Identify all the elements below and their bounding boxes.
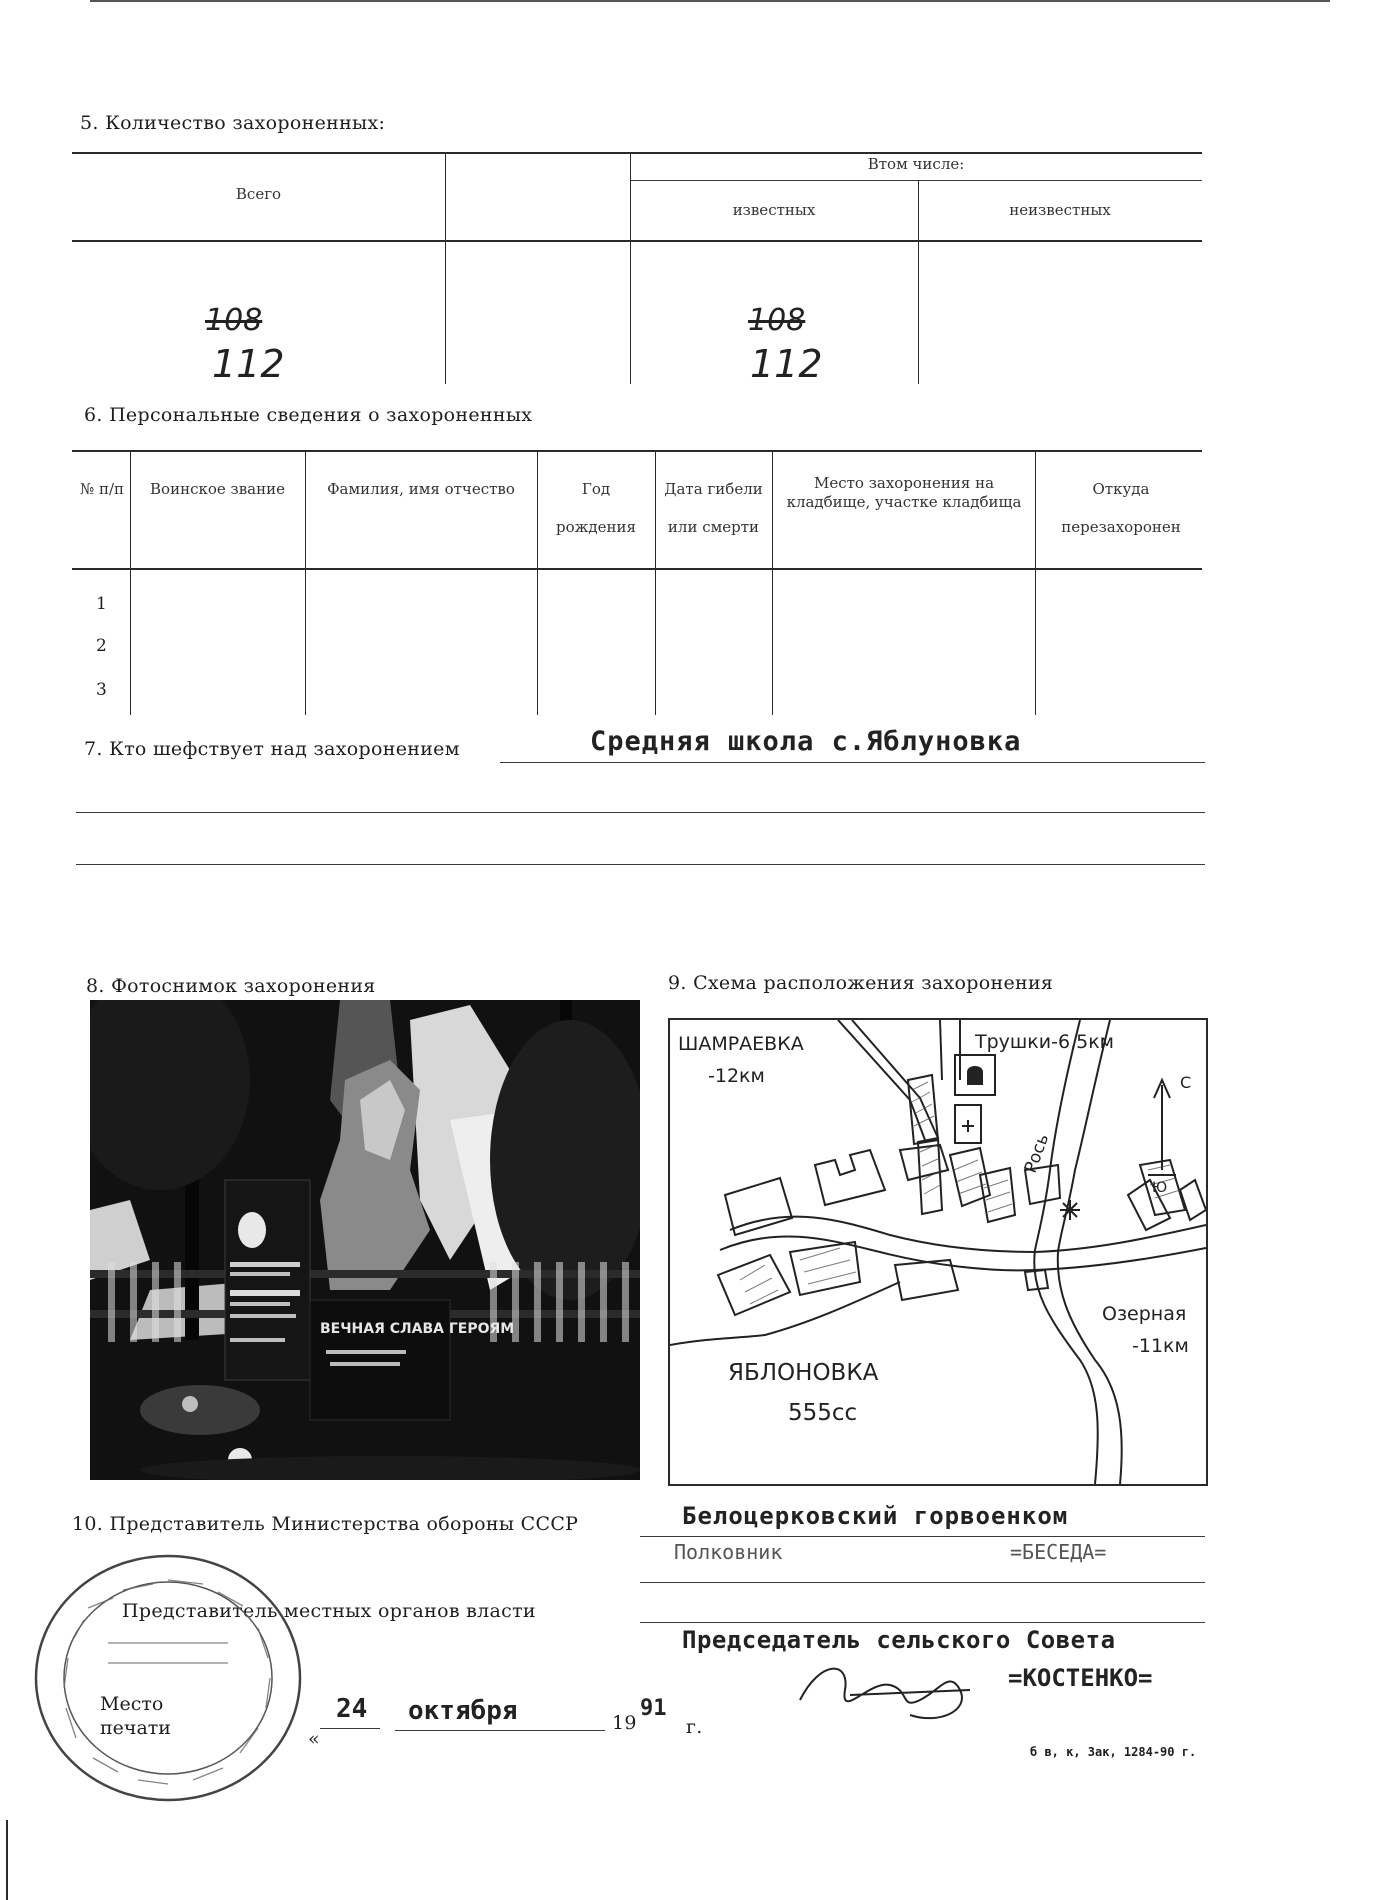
label-ozernaya: Озерная bbox=[1102, 1303, 1187, 1325]
blank-line-2 bbox=[76, 864, 1205, 865]
mod-officer-name: =БЕСЕДА= bbox=[1010, 1540, 1107, 1564]
header-reburied-from: Откуда перезахоронен bbox=[1061, 480, 1181, 536]
mod-line-1 bbox=[640, 1536, 1205, 1537]
plaque-inscription: ВЕЧНАЯ СЛАВА ГЕРОЯМ bbox=[320, 1321, 515, 1337]
local-position: Председатель сельского Совета bbox=[682, 1626, 1116, 1654]
scan-left-edge bbox=[6, 1820, 8, 1900]
table6-header-bottom bbox=[72, 568, 1202, 570]
row-number-2: 2 bbox=[96, 636, 107, 656]
signature bbox=[790, 1650, 1010, 1730]
date-day-line bbox=[320, 1728, 380, 1729]
label-ros-river: Рось bbox=[1020, 1131, 1054, 1176]
header-death-date: Дата гибели или смерти bbox=[664, 480, 763, 536]
label-trushki: Трушки-6,5км bbox=[975, 1031, 1115, 1053]
mod-line-2 bbox=[640, 1582, 1205, 1583]
including-header: Втом числе: bbox=[867, 155, 965, 173]
table6-vline-4 bbox=[655, 450, 656, 715]
local-authority-title: Представитель местных органов власти bbox=[122, 1600, 536, 1622]
table6-vline-5 bbox=[772, 450, 773, 715]
header-burial-place: Место захоронения на кладбище, участке кладбища bbox=[786, 474, 1022, 511]
header-number: № п/п bbox=[79, 480, 124, 498]
blank-line-1 bbox=[76, 812, 1205, 813]
date-year-prefix: 19 bbox=[612, 1712, 637, 1734]
section5-title: 5. Количество захороненных: bbox=[80, 112, 386, 134]
location-map-sketch bbox=[670, 1020, 1206, 1484]
date-quote-open: « bbox=[308, 1728, 320, 1750]
header-rank: Воинское звание bbox=[150, 480, 285, 498]
table5-vline-2 bbox=[630, 152, 631, 384]
label-ozernaya-distance: -11км bbox=[1132, 1335, 1189, 1357]
date-year-suffix: 91 bbox=[640, 1696, 667, 1721]
header-birth-year: Год рождения bbox=[555, 480, 636, 536]
section7-title: 7. Кто шефствует над захоронением bbox=[84, 738, 460, 760]
label-yablonovka: ЯБЛОНОВКА bbox=[728, 1360, 879, 1386]
date-month: октября bbox=[408, 1696, 518, 1726]
date-day: 24 bbox=[336, 1694, 368, 1724]
known-value: 112 bbox=[750, 342, 823, 386]
official-stamp bbox=[28, 1548, 308, 1808]
total-crossed-value: 108 bbox=[205, 303, 263, 338]
label-south: Ю bbox=[1152, 1180, 1168, 1196]
section6-title: 6. Персональные сведения о захороненных bbox=[84, 404, 533, 426]
unknown-header: неизвестных bbox=[1009, 201, 1111, 219]
mod-organization: Белоцерковский горвоенком bbox=[682, 1502, 1069, 1530]
mod-rank: Полковник bbox=[674, 1540, 783, 1564]
label-shamraevka-distance: -12км bbox=[708, 1065, 765, 1087]
table6-vline-3 bbox=[537, 450, 538, 715]
section8-title: 8. Фотоснимок захоронения bbox=[86, 975, 376, 997]
section10-title: 10. Представитель Министерства обороны СССР bbox=[72, 1513, 579, 1535]
label-north: С bbox=[1180, 1073, 1192, 1092]
label-shamraevka: ШАМРАЕВКА bbox=[678, 1033, 804, 1055]
date-year-unit: г. bbox=[686, 1716, 703, 1738]
stamp-place-label: Место печати bbox=[100, 1693, 171, 1739]
location-map bbox=[668, 1018, 1208, 1486]
burial-photo-image bbox=[90, 1000, 640, 1480]
known-header: известных bbox=[732, 201, 816, 219]
total-header: Всего bbox=[235, 185, 282, 203]
table6-vline-2 bbox=[305, 450, 306, 715]
local-official-name: =КОСТЕНКО= bbox=[1008, 1664, 1153, 1692]
header-full-name: Фамилия, имя отчество bbox=[327, 480, 515, 498]
table6-top-border bbox=[72, 450, 1202, 452]
date-month-line bbox=[395, 1730, 605, 1731]
print-info: б в, к, Зак, 1284-90 г. bbox=[1030, 1745, 1197, 1759]
table6-vline-6 bbox=[1035, 450, 1036, 715]
patron-line bbox=[500, 762, 1205, 763]
local-line-1 bbox=[640, 1622, 1205, 1623]
table5-header-bottom bbox=[72, 240, 1202, 242]
patron-value: Средняя школа с.Яблуновка bbox=[590, 726, 1022, 757]
table6-vline-1 bbox=[130, 450, 131, 715]
label-yablonovka-code: 555сс bbox=[788, 1400, 858, 1426]
known-crossed-value: 108 bbox=[748, 303, 806, 338]
scan-top-edge bbox=[90, 0, 1330, 2]
row-number-1: 1 bbox=[96, 594, 107, 614]
table5-vline-1 bbox=[445, 152, 446, 384]
row-number-3: 3 bbox=[96, 680, 107, 700]
section9-title: 9. Схема расположения захоронения bbox=[668, 972, 1054, 994]
total-value: 112 bbox=[212, 342, 285, 386]
burial-photo bbox=[90, 1000, 640, 1480]
